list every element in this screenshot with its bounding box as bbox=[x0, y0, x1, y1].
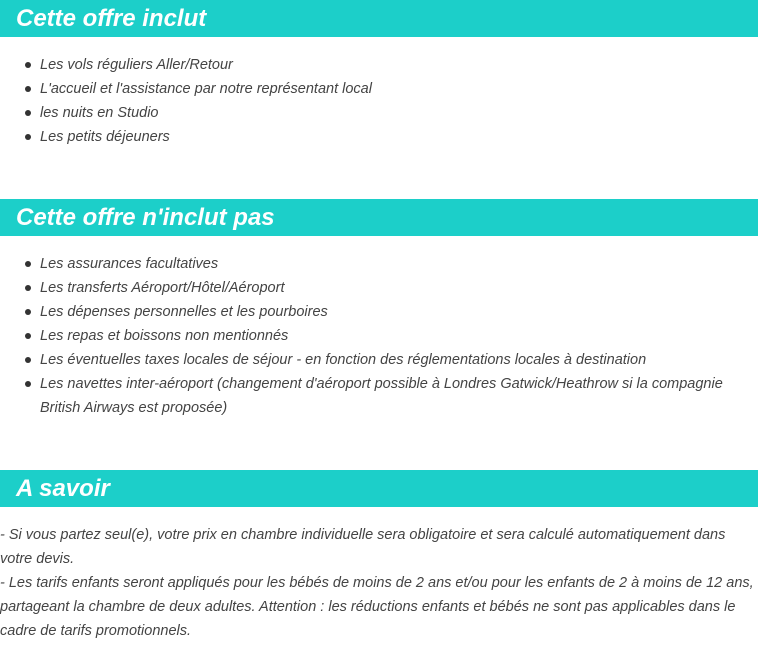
know-section-title: A savoir bbox=[16, 475, 110, 502]
know-section-header bbox=[0, 470, 758, 507]
included-list bbox=[0, 53, 728, 149]
list-item: Les navettes inter-aéroport (changement d'aéroport possible à Londres Gatwick/Heathrow si la compagnie British Airways est proposée) bbox=[0, 372, 728, 420]
list-item: Les dépenses personnelles et les pourboires bbox=[0, 300, 728, 324]
included-section-title: Cette offre inclut bbox=[16, 5, 207, 32]
list-item: Les repas et boissons non mentionnés bbox=[0, 324, 728, 348]
know-section-text bbox=[0, 523, 754, 643]
excluded-section-title: Cette offre n'inclut pas bbox=[16, 204, 275, 231]
list-item: Les petits déjeuners bbox=[0, 125, 728, 149]
list-item: Les vols réguliers Aller/Retour bbox=[0, 53, 728, 77]
list-item: Les assurances facultatives bbox=[0, 252, 728, 276]
list-item: les nuits en Studio bbox=[0, 101, 728, 125]
know-paragraph: - Les tarifs enfants seront appliqués pour les bébés de moins de 2 ans et/ou pour les enfants de 2 à moins de 12 ans, partageant la chambre de deux adultes. Attention : les réductions enfants et bébés ne sont pas applicables dans le cadre de tarifs promotionnels. bbox=[0, 575, 754, 639]
list-item: Les éventuelles taxes locales de séjour - en fonction des réglementations locales à destination bbox=[0, 348, 728, 372]
know-paragraph: - Si vous partez seul(e), votre prix en chambre individuelle sera obligatoire et sera calculé automatiquement dans votre devis. bbox=[0, 527, 726, 567]
excluded-section-header bbox=[0, 199, 758, 236]
list-item: L'accueil et l'assistance par notre représentant local bbox=[0, 77, 728, 101]
included-section-header bbox=[0, 0, 758, 37]
excluded-list bbox=[0, 252, 728, 420]
list-item: Les transferts Aéroport/Hôtel/Aéroport bbox=[0, 276, 728, 300]
